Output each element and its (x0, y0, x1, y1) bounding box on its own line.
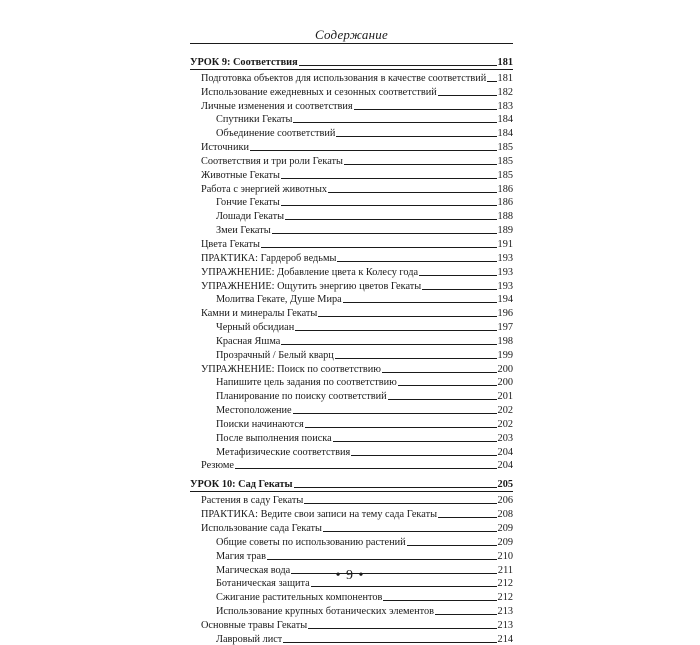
toc-leader-line (383, 600, 496, 601)
toc-entry-page: 202 (497, 405, 513, 417)
toc-entry-page: 206 (497, 495, 513, 507)
toc-leader-line (438, 517, 497, 518)
toc-entry-title: Магическая вода (216, 564, 291, 576)
toc-entry-title: УПРАЖНЕНИЕ: Добавление цвета к Колесу года (201, 266, 419, 278)
toc-entry[interactable] (190, 347, 513, 361)
toc-entry[interactable] (190, 589, 513, 603)
toc-entry-title: ПРАКТИКА: Гардероб ведьмы (201, 252, 337, 264)
toc-entry[interactable] (190, 361, 513, 375)
toc-entry-title: Ботаническая защита (216, 578, 310, 590)
toc-entry[interactable] (190, 250, 513, 264)
toc-entry-page: 185 (497, 155, 513, 167)
toc-leader-line (293, 413, 497, 414)
toc-entry[interactable] (190, 319, 513, 333)
toc-leader-line (250, 150, 497, 151)
toc-entry[interactable] (190, 458, 513, 472)
toc-entry[interactable] (190, 631, 513, 645)
toc-leader-line (407, 545, 497, 546)
toc-entry-page: 185 (497, 142, 513, 154)
toc-entry-title: Прозрачный / Белый кварц (216, 349, 334, 361)
toc-leader-line (272, 233, 497, 234)
toc-leader-line (337, 261, 496, 262)
toc-leader-line (283, 642, 496, 643)
toc-entry-title: Соответствия и три роли Гекаты (201, 155, 343, 167)
toc-entry-title: Личные изменения и соответствия (201, 100, 353, 112)
toc-entry[interactable] (190, 98, 513, 112)
toc-leader-line (351, 455, 496, 456)
toc-entry-title: Резюме (201, 460, 234, 472)
toc-entry[interactable] (190, 520, 513, 534)
toc-entry-title: Гончие Гекаты (216, 197, 280, 209)
toc-entry[interactable] (190, 305, 513, 319)
toc-entry-page: 193 (497, 280, 513, 292)
toc-entry[interactable] (190, 236, 513, 250)
toc-entry-page: 198 (497, 335, 513, 347)
toc-entry-title: Красная Яшма (216, 335, 281, 347)
toc-entry-title: Использование крупных ботанических элементов (216, 606, 434, 618)
toc-entry[interactable] (190, 402, 513, 416)
toc-entry-page: 186 (497, 197, 513, 209)
toc-entry[interactable] (190, 195, 513, 209)
toc-lesson-heading[interactable] (190, 475, 513, 490)
toc-entry[interactable] (190, 333, 513, 347)
toc-entry-title: Спутники Гекаты (216, 114, 293, 126)
toc-entry-title: Работа с энергией животных (201, 183, 328, 195)
toc-entry-page: 197 (497, 322, 513, 334)
toc-entry-title: УПРАЖНЕНИЕ: Ощутить энергию цветов Гекаты (201, 280, 422, 292)
toc-entry[interactable] (190, 444, 513, 458)
toc-entry[interactable] (190, 84, 513, 98)
toc-entry-page: 213 (497, 619, 513, 631)
toc-entry-title: Сжигание растительных компонентов (216, 592, 383, 604)
toc-entry-page: 193 (497, 252, 513, 264)
table-of-contents (190, 53, 513, 645)
toc-entry[interactable] (190, 222, 513, 236)
header-title: Содержание (315, 27, 388, 42)
toc-entry[interactable] (190, 603, 513, 617)
toc-leader-line (382, 372, 497, 373)
toc-entry-page: 212 (497, 578, 513, 590)
toc-entry-title: Лошади Гекаты (216, 211, 285, 223)
toc-entry-page: 213 (497, 606, 513, 618)
toc-entry-page: 201 (497, 391, 513, 403)
toc-leader-line (438, 95, 497, 96)
page-number: • 9 • (335, 568, 365, 583)
toc-entry-title: Животные Гекаты (201, 169, 280, 181)
toc-leader-line (295, 330, 496, 331)
toc-leader-line (422, 289, 496, 290)
toc-leader-line (335, 358, 497, 359)
toc-leader-line (328, 192, 497, 193)
toc-leader-line (388, 399, 497, 400)
toc-leader-line (304, 503, 496, 504)
toc-entry-page: 189 (497, 225, 513, 237)
toc-entry-title: Метафизические соответствия (216, 446, 351, 458)
toc-entry-page: 205 (497, 479, 513, 491)
toc-entry-page: 208 (497, 509, 513, 521)
toc-leader-line (294, 487, 497, 488)
toc-entry-page: 181 (497, 57, 513, 68)
toc-leader-line (344, 164, 497, 165)
toc-entry-title: Источники (201, 142, 249, 154)
toc-entry-title: Местоположение (216, 405, 292, 417)
toc-entry-title: УПРАЖНЕНИЕ: Поиск по соответствию (201, 363, 381, 375)
toc-entry-page: 196 (497, 308, 513, 320)
toc-entry-page: 188 (497, 211, 513, 223)
toc-leader-line (336, 136, 496, 137)
toc-leader-line (293, 122, 496, 123)
toc-leader-line (487, 81, 496, 82)
toc-entry[interactable] (190, 388, 513, 402)
toc-leader-line (308, 628, 496, 629)
toc-leader-line (305, 427, 497, 428)
toc-entry-page: 202 (497, 418, 513, 430)
toc-leader-line (318, 316, 496, 317)
toc-entry[interactable] (190, 208, 513, 222)
toc-entry[interactable] (190, 70, 513, 84)
toc-entry[interactable] (190, 430, 513, 444)
toc-entry-page: 185 (497, 169, 513, 181)
toc-entry-page: 194 (497, 294, 513, 306)
toc-entry-title: УРОК 9: Соответствия (190, 57, 298, 68)
toc-entry-title: УРОК 10: Сад Гекаты (190, 479, 293, 491)
toc-leader-line (281, 205, 497, 206)
toc-entry[interactable] (190, 534, 513, 548)
toc-entry-page: 200 (497, 377, 513, 389)
toc-entry[interactable] (190, 153, 513, 167)
toc-entry-page: 214 (497, 633, 513, 645)
toc-entry-title: Основные травы Гекаты (201, 619, 308, 631)
toc-entry-title: Магия трав (216, 550, 266, 562)
toc-entry[interactable] (190, 125, 513, 139)
toc-leader-line (267, 559, 497, 560)
toc-entry-title: Цвета Гекаты (201, 238, 260, 250)
toc-entry-title: Планирование по поиску соответствий (216, 391, 387, 403)
toc-entry-title: Подготовка объектов для использования в качестве соответствий (201, 72, 487, 84)
toc-lesson-heading[interactable] (190, 53, 513, 68)
toc-leader-line (354, 109, 497, 110)
toc-entry-title: Лавровый лист (216, 633, 283, 645)
toc-entry-title: Камни и минералы Гекаты (201, 308, 318, 320)
toc-leader-line (435, 614, 497, 615)
toc-leader-line (419, 275, 496, 276)
toc-leader-line (235, 468, 497, 469)
toc-entry-page: 182 (497, 86, 513, 98)
toc-entry-page: 212 (497, 592, 513, 604)
toc-entry-title: Общие советы по использованию растений (216, 536, 406, 548)
header-rule (190, 43, 513, 44)
toc-leader-line (323, 531, 497, 532)
toc-entry-page: 204 (497, 446, 513, 458)
toc-leader-line (343, 302, 497, 303)
toc-entry-page: 183 (497, 100, 513, 112)
toc-entry-page: 200 (497, 363, 513, 375)
toc-entry[interactable] (190, 278, 513, 292)
toc-entry[interactable] (190, 617, 513, 631)
toc-leader-line (333, 441, 497, 442)
toc-entry[interactable] (190, 492, 513, 506)
toc-entry-page: 186 (497, 183, 513, 195)
toc-entry-title: Напишите цель задания по соответствию (216, 377, 397, 389)
toc-entry-page: 209 (497, 536, 513, 548)
toc-entry[interactable] (190, 167, 513, 181)
toc-leader-line (281, 178, 497, 179)
toc-entry[interactable] (190, 375, 513, 389)
toc-entry-title: Черный обсидиан (216, 322, 295, 334)
toc-entry-title: Молитва Гекате, Душе Мира (216, 294, 342, 306)
toc-entry[interactable] (190, 112, 513, 126)
toc-entry[interactable] (190, 139, 513, 153)
toc-entry-page: 184 (497, 114, 513, 126)
toc-entry-page: 184 (497, 128, 513, 140)
toc-entry[interactable] (190, 506, 513, 520)
toc-entry-page: 209 (497, 523, 513, 534)
toc-entry[interactable] (190, 292, 513, 306)
toc-entry-title: Растения в саду Гекаты (201, 495, 304, 507)
toc-leader-line (311, 586, 497, 587)
toc-entry[interactable] (190, 181, 513, 195)
toc-entry-page: 203 (497, 432, 513, 444)
toc-leader-line (261, 247, 497, 248)
toc-entry[interactable] (190, 416, 513, 430)
running-header (190, 27, 513, 49)
toc-entry-title: Поиски начинаются (216, 418, 304, 430)
toc-entry-title: После выполнения поиска (216, 432, 332, 444)
toc-leader-line (299, 65, 497, 66)
toc-entry-page: 181 (497, 72, 513, 84)
toc-entry-page: 204 (497, 460, 513, 472)
toc-entry-title: ПРАКТИКА: Ведите свои записи на тему сада Гекаты (201, 509, 438, 521)
toc-entry-page: 210 (497, 550, 513, 562)
toc-leader-line (285, 219, 497, 220)
toc-entry-title: Использование ежедневных и сезонных соответствий (201, 86, 437, 98)
toc-entry-page: 211 (497, 564, 513, 576)
toc-leader-line (281, 344, 496, 345)
toc-entry-page: 193 (497, 266, 513, 278)
toc-entry-page: 199 (497, 349, 513, 361)
toc-entry[interactable] (190, 548, 513, 562)
toc-entry-title: Объединение соответствий (216, 128, 336, 140)
toc-entry-page: 191 (497, 238, 513, 250)
toc-entry[interactable] (190, 264, 513, 278)
toc-entry-title: Использование сада Гекаты (201, 523, 322, 534)
toc-entry-title: Змеи Гекаты (216, 225, 271, 237)
toc-leader-line (398, 385, 497, 386)
